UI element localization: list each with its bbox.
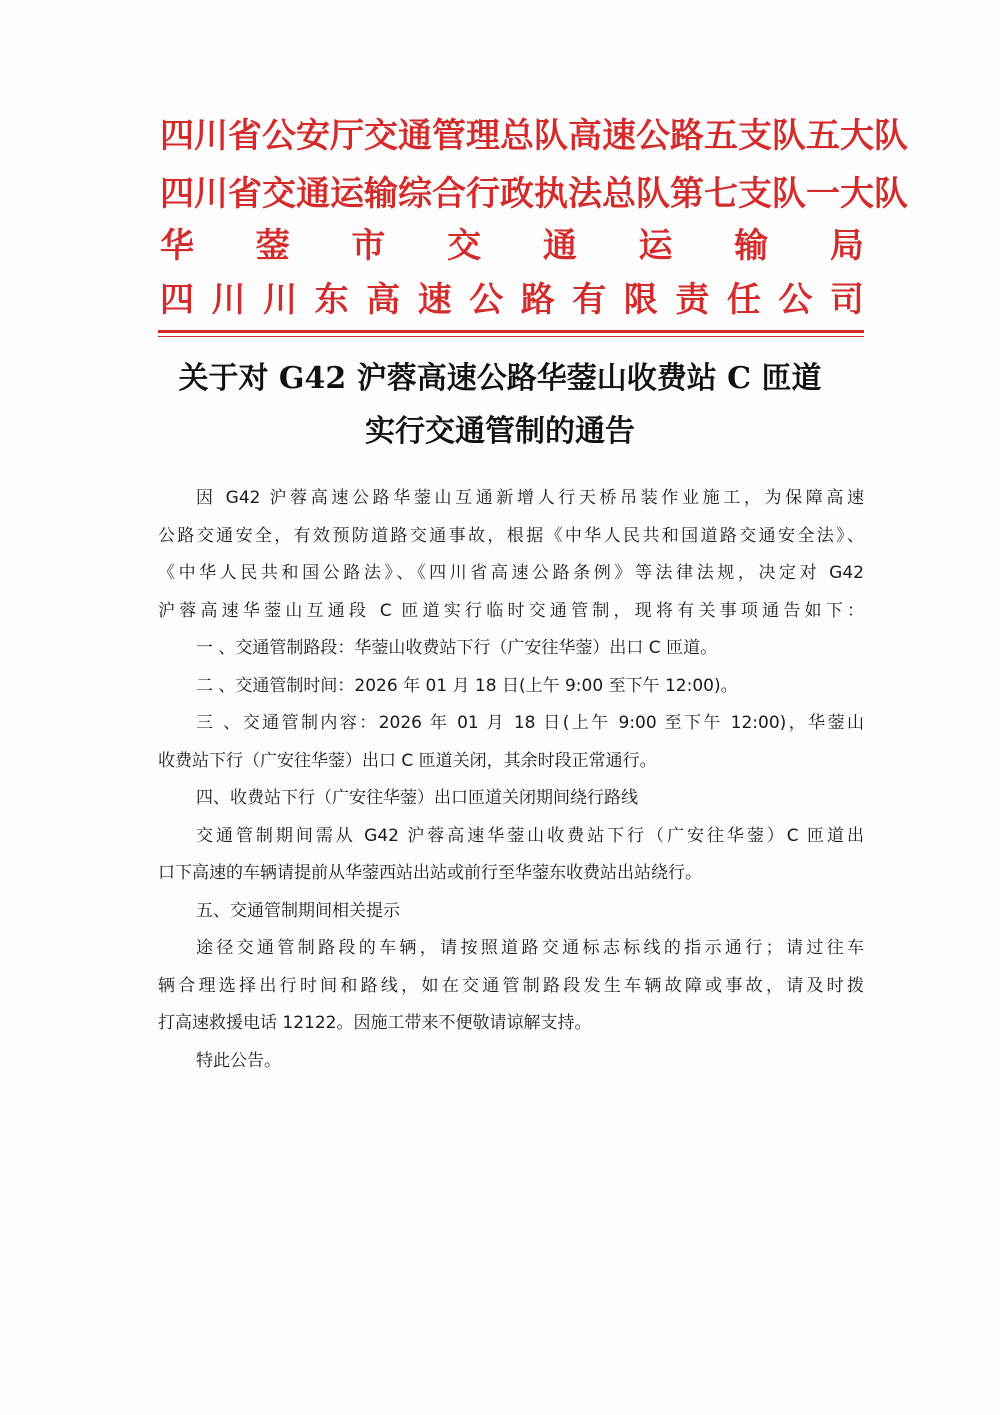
item-2-control-time: 二 、交通管制时间：2026 年 01 月 18 日(上午 9:00 至下午 12:00)。	[196, 675, 738, 696]
header-divider-thin	[158, 336, 864, 337]
header-char: 速	[417, 280, 452, 320]
header-char: 川	[194, 174, 228, 214]
header-char: 四	[160, 280, 194, 320]
header-char: 蓥	[255, 226, 290, 266]
header-char: 安	[296, 116, 330, 156]
header-char: 华	[160, 226, 194, 266]
item-5-line: 途径交通管制路段的车辆，请按照道路交通标志标线的指示通行；请过往车	[196, 938, 864, 958]
header-char: 队	[534, 116, 568, 156]
header-char: 交	[447, 226, 482, 266]
intro-line: 沪蓉高速华蓥山互通段 C 匝道实行临时交通管制，现将有关事项通告如下：	[158, 600, 864, 621]
header-char: 总	[500, 116, 534, 156]
header-char: 责	[675, 280, 710, 320]
notice-title-line-1: 关于对 G42 沪蓉高速公路华蓥山收费站 C 匝道	[178, 361, 822, 396]
header-char: 通	[296, 174, 330, 214]
header-char: 公	[778, 280, 813, 320]
header-char: 理	[466, 116, 500, 156]
header-divider-thick	[158, 330, 864, 333]
item-4-line: 交通管制期间需从 G42 沪蓉高速华蓥山收费站下行（广安往华蓥）C 匝道出	[196, 825, 864, 846]
header-char: 省	[228, 116, 262, 156]
header-char: 通	[542, 226, 577, 266]
header-char: 公	[636, 116, 670, 156]
header-char: 大	[840, 174, 874, 214]
header-char: 合	[432, 174, 466, 214]
header-char: 队	[772, 116, 806, 156]
header-char: 队	[636, 174, 670, 214]
header-char: 公	[262, 116, 296, 156]
header-line-2	[160, 170, 908, 218]
notice-body	[158, 480, 864, 1080]
header-char: 队	[772, 174, 806, 214]
header-char: 厅	[330, 116, 364, 156]
header-line-1	[160, 112, 908, 160]
header-char: 大	[840, 116, 874, 156]
header-char: 总	[602, 174, 636, 214]
header-char: 路	[520, 280, 555, 320]
header-char: 法	[568, 174, 602, 214]
item-3-line: 收费站下行（广安往华蓥）出口 C 匝道关闭，其余时段正常通行。	[158, 750, 657, 771]
header-char: 川	[263, 280, 298, 320]
header-char: 高	[366, 280, 401, 320]
header-char: 队	[874, 174, 908, 214]
header-char: 交	[262, 174, 296, 214]
item-4-heading: 四、收费站下行（广安往华蓥）出口匝道关闭期间绕行路线	[196, 788, 638, 808]
header-char: 四	[160, 174, 194, 214]
item-5-tips-text	[158, 930, 864, 1043]
header-char: 管	[432, 116, 466, 156]
header-char: 川	[194, 116, 228, 156]
intro-line: 《中华人民共和国公路法》、《四川省高速公路条例》等法律法规，决定对 G42	[158, 563, 864, 583]
intro-line: 公路交通安全，有效预防道路交通事故，根据《中华人民共和国道路交通安全法》、	[158, 525, 864, 546]
header-line-3	[160, 222, 864, 270]
item-4-detour-text	[158, 818, 864, 893]
header-char: 运	[638, 226, 673, 266]
intro-paragraph	[158, 480, 864, 630]
header-char: 省	[228, 174, 262, 214]
closing-statement: 特此公告。	[196, 1050, 281, 1071]
item-5-heading: 五、交通管制期间相关提示	[196, 900, 400, 921]
header-char: 行	[466, 174, 500, 214]
item-5-line: 辆合理选择出行时间和路线，如在交通管制路段发生车辆故障或事故，请及时拨	[158, 975, 864, 996]
header-char: 五	[704, 116, 738, 156]
item-1-road-section: 一 、交通管制路段：华蓥山收费站下行（广安往华蓥）出口 C 匝道。	[196, 638, 718, 658]
item-3-control-content	[158, 705, 864, 780]
header-char: 司	[829, 280, 864, 320]
header-char: 任	[726, 280, 761, 320]
header-char: 四	[160, 116, 194, 156]
header-char: 速	[602, 116, 636, 156]
header-char: 东	[314, 280, 349, 320]
header-char: 一	[806, 174, 840, 214]
header-char: 第	[670, 174, 704, 214]
header-char: 路	[670, 116, 704, 156]
header-char: 输	[364, 174, 398, 214]
header-char: 局	[829, 226, 864, 266]
header-char: 七	[704, 174, 738, 214]
header-char: 支	[738, 174, 772, 214]
header-char: 执	[534, 174, 568, 214]
header-char: 高	[568, 116, 602, 156]
header-char: 交	[364, 116, 398, 156]
header-char: 运	[330, 174, 364, 214]
header-char: 市	[351, 226, 386, 266]
item-3-line: 三 、交通管制内容：2026 年 01 月 18 日(上午 9:00 至下午 12:00)，华蓥山	[196, 713, 864, 733]
header-char: 队	[874, 116, 908, 156]
header-char: 五	[806, 116, 840, 156]
item-4-line: 口下高速的车辆请提前从华蓥西站出站或前行至华蓥东收费站出站绕行。	[158, 863, 702, 883]
header-char: 川	[211, 280, 246, 320]
header-char: 有	[572, 280, 607, 320]
header-char: 限	[623, 280, 658, 320]
header-char: 综	[398, 174, 432, 214]
item-5-line: 打高速救援电话 12122。因施工带来不便敬请谅解支持。	[158, 1013, 592, 1033]
header-char: 支	[738, 116, 772, 156]
header-char: 公	[469, 280, 504, 320]
header-char: 通	[398, 116, 432, 156]
intro-line: 因 G42 沪蓉高速公路华蓥山互通新增人行天桥吊装作业施工，为保障高速	[196, 488, 864, 508]
header-line-4	[160, 276, 864, 324]
header-char: 输	[734, 226, 769, 266]
header-char: 政	[500, 174, 534, 214]
notice-title-line-2: 实行交通管制的通告	[365, 414, 635, 449]
